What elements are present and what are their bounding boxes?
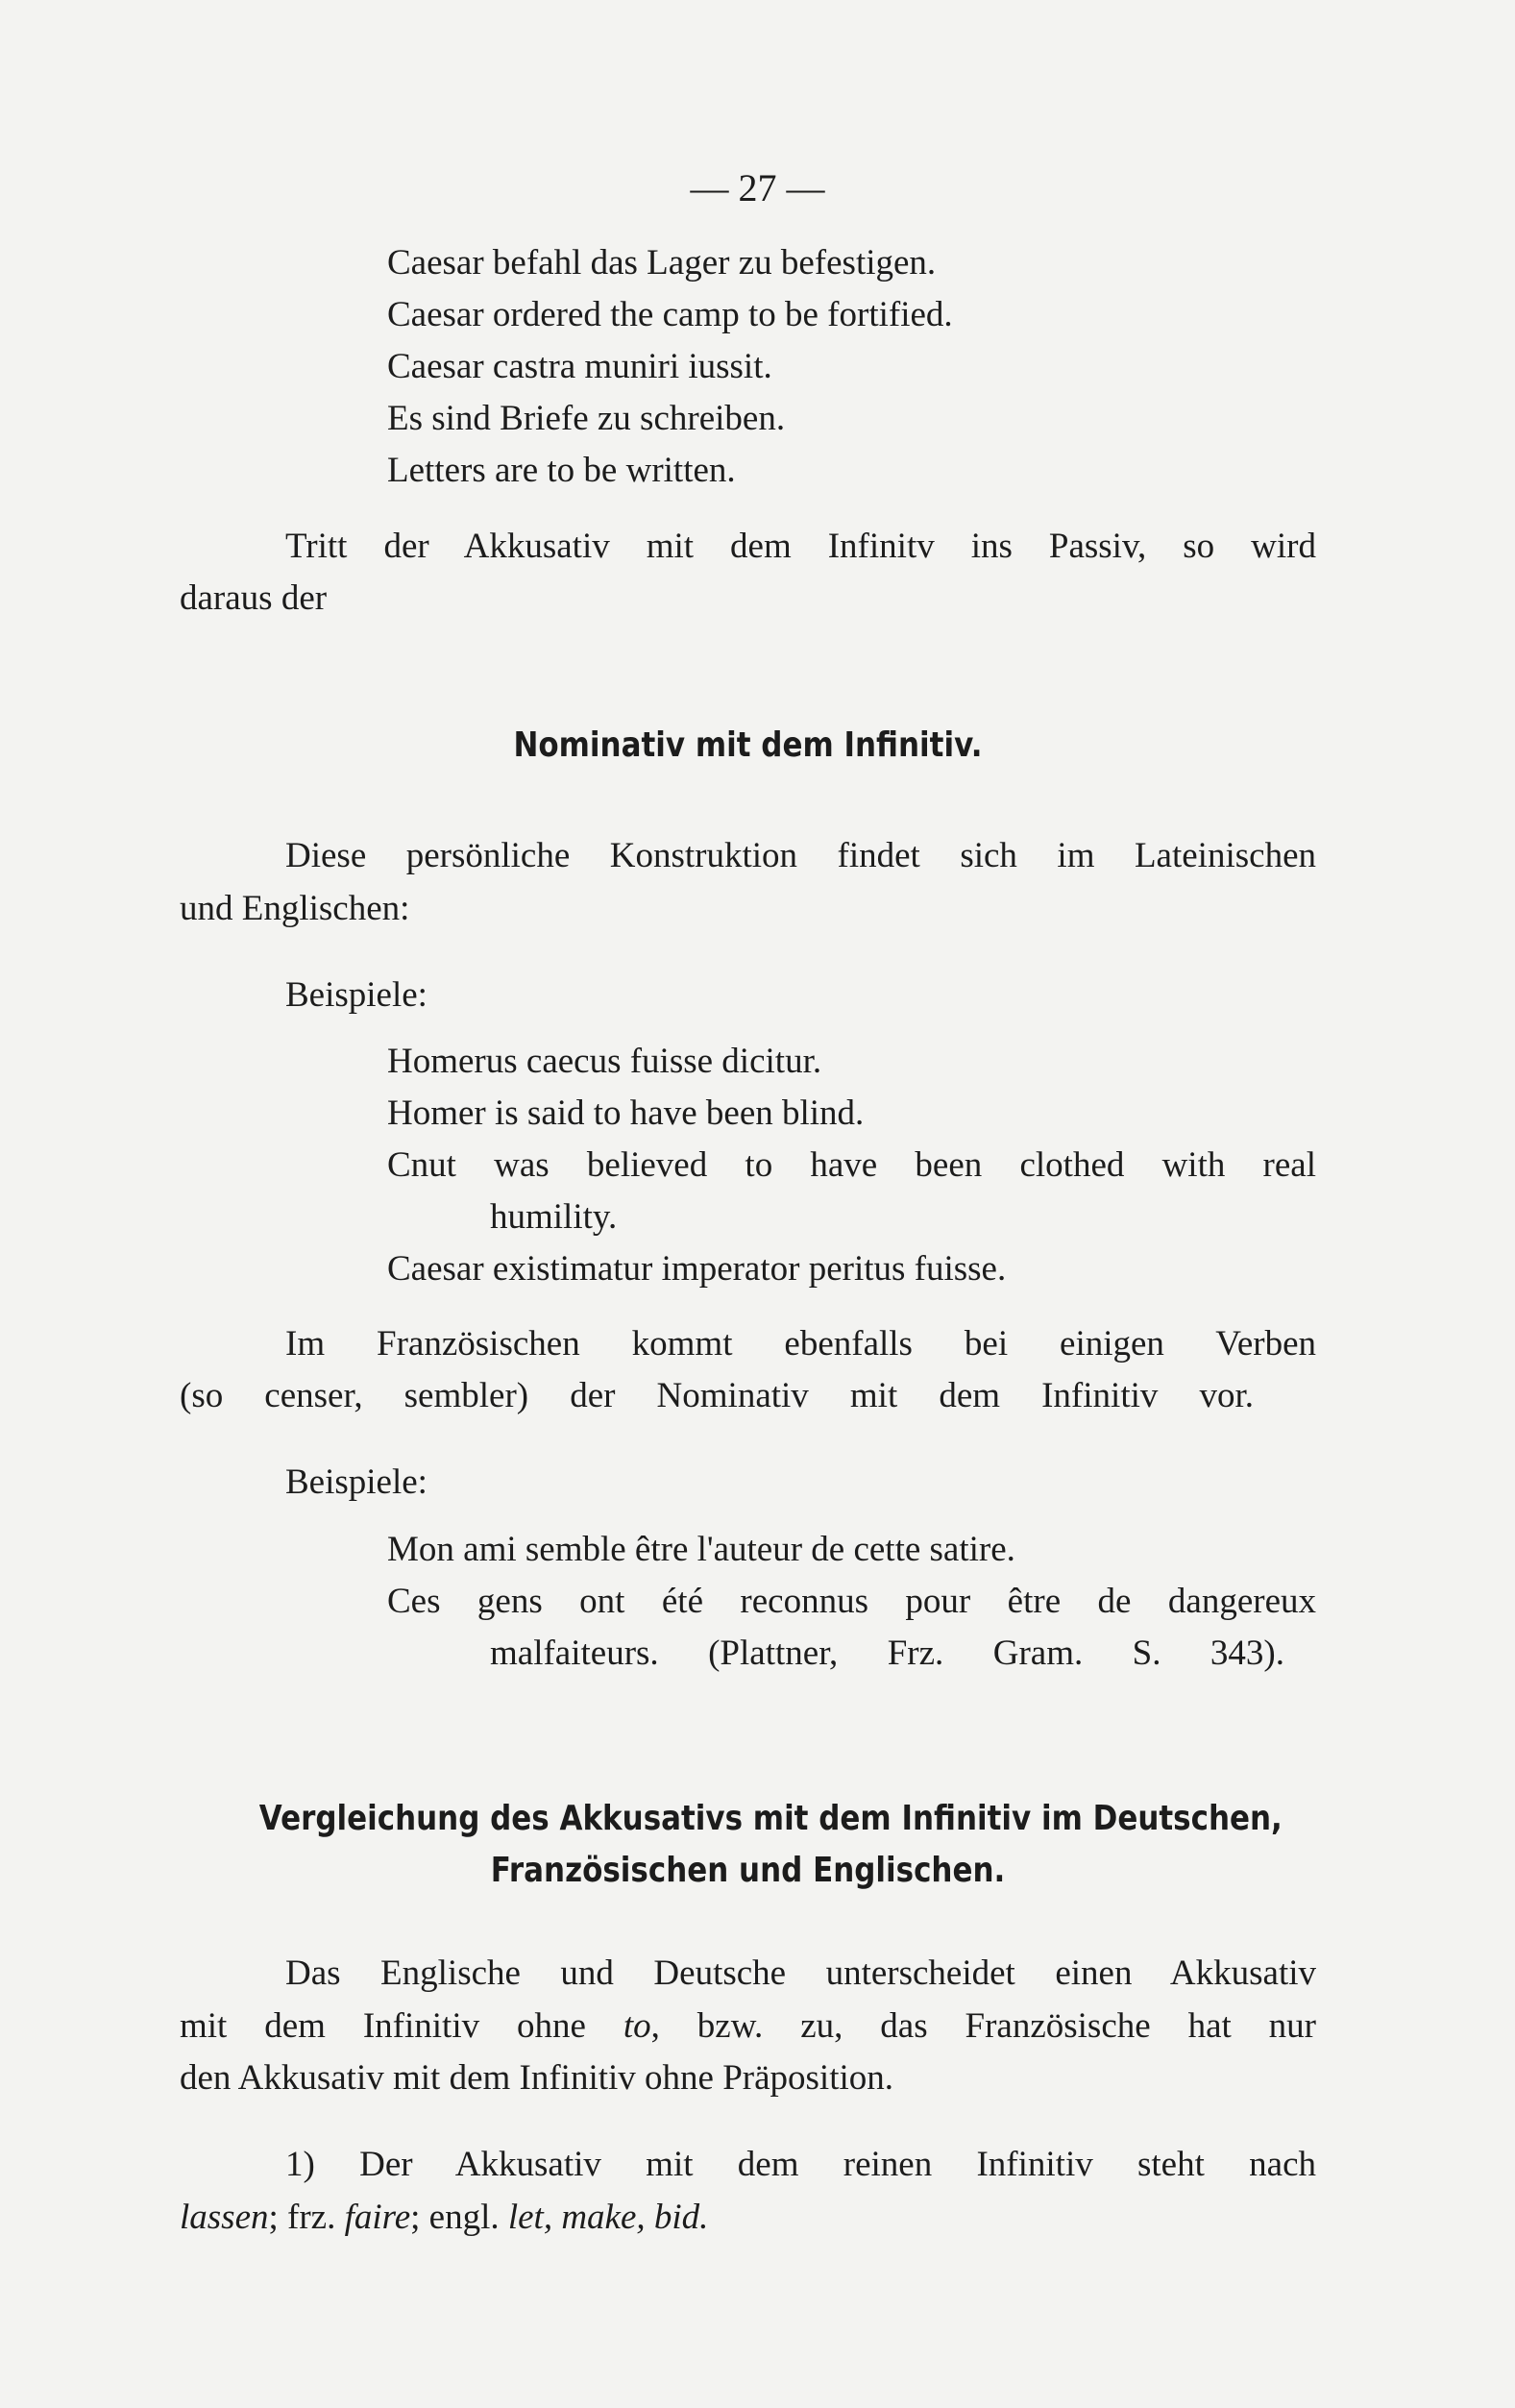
paragraph-line: und Englischen: bbox=[180, 889, 410, 928]
page-number: — 27 — bbox=[690, 166, 825, 209]
example-line: Caesar existimatur imperator peritus fuisse. bbox=[387, 1249, 1007, 1289]
example-line: Caesar castra muniri iussit. bbox=[387, 347, 772, 386]
example-line: Ces gens ont été reconnus pour être de dangereux bbox=[387, 1582, 1316, 1621]
section-heading: Nominativ mit dem Infinitiv. bbox=[513, 725, 983, 765]
examples-label: Beispiele: bbox=[285, 975, 428, 1015]
paragraph-line: (so censer, sembler) der Nominativ mit dem Infinitiv vor. bbox=[180, 1376, 1254, 1415]
section-heading: Vergleichung des Akkusativs mit dem Infinitiv im Deutschen, bbox=[258, 1799, 1283, 1838]
paragraph-line: 1) Der Akkusativ mit dem reinen Infinitiv steht nach bbox=[285, 2145, 1316, 2184]
example-line: malfaiteurs. (Plattner, Frz. Gram. S. 343). bbox=[490, 1634, 1284, 1673]
paragraph-line: lassen; frz. faire; engl. let, make, bid. bbox=[180, 2198, 709, 2237]
example-line: Es sind Briefe zu schreiben. bbox=[387, 399, 786, 438]
example-line: Mon ami semble être l'auteur de cette satire. bbox=[387, 1530, 1015, 1569]
example-line: Homerus caecus fuisse dicitur. bbox=[387, 1042, 822, 1081]
paragraph-line: Das Englische und Deutsche unterscheidet einen Akkusativ bbox=[285, 1953, 1316, 1993]
paragraph-line: mit dem Infinitiv ohne to, bzw. zu, das Französische hat nur bbox=[180, 2006, 1316, 2046]
example-line: Letters are to be written. bbox=[387, 451, 736, 490]
paragraph-line: Im Französischen kommt ebenfalls bei einigen Verben bbox=[285, 1324, 1316, 1364]
example-line: Cnut was believed to have been clothed with real bbox=[387, 1145, 1316, 1185]
section-heading: Französischen und Englischen. bbox=[490, 1851, 1006, 1890]
paragraph-line: Diese persönliche Konstruktion findet sich im Lateinischen bbox=[285, 836, 1316, 875]
example-line: Homer is said to have been blind. bbox=[387, 1093, 865, 1133]
paragraph-line: den Akkusativ mit dem Infinitiv ohne Präposition. bbox=[180, 2058, 894, 2098]
paragraph-line: daraus der bbox=[180, 578, 328, 618]
examples-label: Beispiele: bbox=[285, 1462, 428, 1502]
example-line: Caesar befahl das Lager zu befestigen. bbox=[387, 243, 937, 283]
example-line: humility. bbox=[490, 1197, 618, 1237]
example-line: Caesar ordered the camp to be fortified. bbox=[387, 295, 953, 334]
paragraph-line: Tritt der Akkusativ mit dem Infinitv ins Passiv, so wird bbox=[285, 527, 1316, 566]
